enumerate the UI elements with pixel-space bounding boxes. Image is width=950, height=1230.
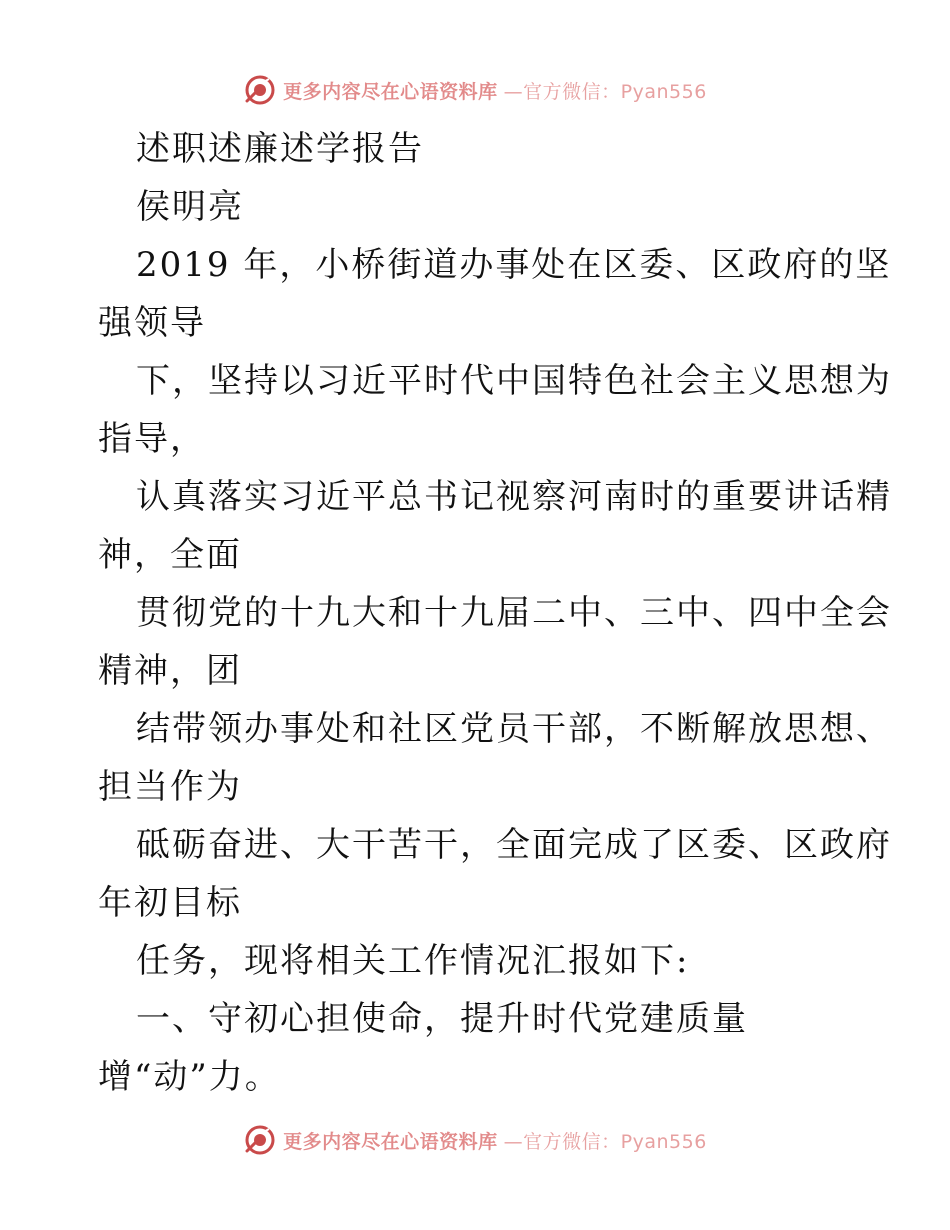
- section-heading-continued: 增“动”力。: [98, 1057, 281, 1097]
- paragraph-line: 神，全面: [98, 535, 242, 575]
- paragraph-line: 贯彻党的十九大和十九届二中、三中、四中全会: [136, 593, 892, 633]
- pen-seal-logo-icon: [243, 73, 277, 107]
- document-title: 述职述廉述学报告: [136, 129, 424, 169]
- paragraph-line: 结带领办事处和社区党员干部，不断解放思想、: [136, 709, 892, 749]
- pen-seal-logo-icon: [243, 1123, 277, 1157]
- paragraph-line: 下，坚持以习近平时代中国特色社会主义思想为: [136, 361, 892, 401]
- paragraph-line: 精神，团: [98, 651, 242, 691]
- paragraph-line: 任务，现将相关工作情况汇报如下:: [136, 941, 690, 981]
- banner-main-text: 更多内容尽在心语资料库: [283, 80, 498, 103]
- paragraph-line: 担当作为: [98, 767, 242, 807]
- document-body: [98, 120, 892, 1106]
- author-name: 侯明亮: [136, 187, 244, 227]
- banner-sub-text: —官方微信：Pyan556: [503, 1130, 707, 1153]
- banner-main-text: 更多内容尽在心语资料库: [283, 1130, 498, 1153]
- paragraph-line: 认真落实习近平总书记视察河南时的重要讲话精: [136, 477, 892, 517]
- paragraph-line: 砥砺奋进、大干苦干，全面完成了区委、区政府: [136, 825, 892, 865]
- paragraph-line: 年初目标: [98, 883, 242, 923]
- banner-sub-text: —官方微信：Pyan556: [503, 80, 707, 103]
- paragraph-line: 强领导: [98, 303, 206, 343]
- paragraph-line: 指导，: [98, 419, 206, 459]
- footer-banner: [0, 1120, 950, 1160]
- header-banner: [0, 70, 950, 110]
- paragraph-line: 2019 年，小桥街道办事处在区委、区政府的坚: [136, 245, 892, 285]
- section-heading: 一、守初心担使命，提升时代党建质量: [136, 999, 748, 1039]
